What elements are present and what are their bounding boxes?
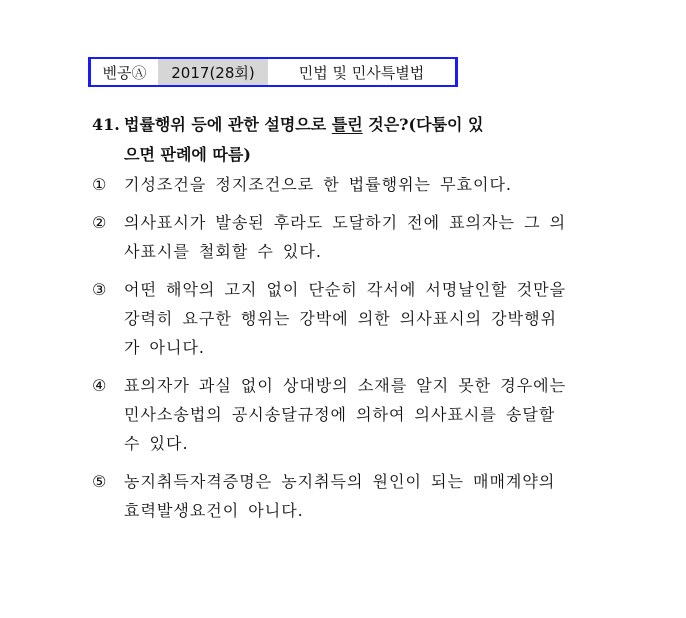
option-number: ② xyxy=(92,213,107,232)
question-text xyxy=(124,115,484,134)
option-2[interactable] xyxy=(92,208,570,266)
option-number: ③ xyxy=(92,280,107,299)
option-text: 농지취득자격증명은 농지취득의 원인이 되는 매매계약의 효력발생요건이 아니다. xyxy=(124,472,556,520)
question-stem xyxy=(92,110,570,170)
exam-header xyxy=(88,57,458,87)
option-number: ① xyxy=(92,175,107,194)
option-text: 표의자가 과실 없이 상대방의 소재를 알지 못한 경우에는 민사소송법의 공시송달규정에 의하여 의사표시를 송달할 수 있다. xyxy=(124,376,567,453)
option-3[interactable] xyxy=(92,275,570,362)
option-text: 기성조건을 정지조건으로 한 법률행위는 무효이다. xyxy=(124,175,513,194)
option-1[interactable] xyxy=(92,170,570,199)
question-text-before: 법률행위 등에 관한 설명으로 xyxy=(124,115,332,134)
option-number: ④ xyxy=(92,376,107,395)
question-text-after: 것은?(다툼이 있 xyxy=(362,115,484,134)
series-label: 벤공Ⓐ xyxy=(88,57,158,87)
option-text: 의사표시가 발송된 후라도 도달하기 전에 표의자는 그 의사표시를 철회할 수 있다. xyxy=(124,213,567,261)
exam-year-label: 2017(28회) xyxy=(158,57,268,87)
question-emphasis: 틀린 xyxy=(331,115,363,134)
question-text-continued: 으면 판례에 따름) xyxy=(124,145,251,164)
option-text: 어떤 해악의 고지 없이 단순히 각서에 서명날인할 것만을 강력히 요구한 행위는 강박에 의한 의사표시의 강박행위가 아니다. xyxy=(124,280,567,357)
answer-options xyxy=(92,170,570,534)
option-4[interactable] xyxy=(92,371,570,458)
subject-label: 민법 및 민사특별법 xyxy=(268,57,458,87)
option-number: ⑤ xyxy=(92,472,107,491)
question-number: 41. xyxy=(92,115,120,134)
option-5[interactable] xyxy=(92,467,570,525)
